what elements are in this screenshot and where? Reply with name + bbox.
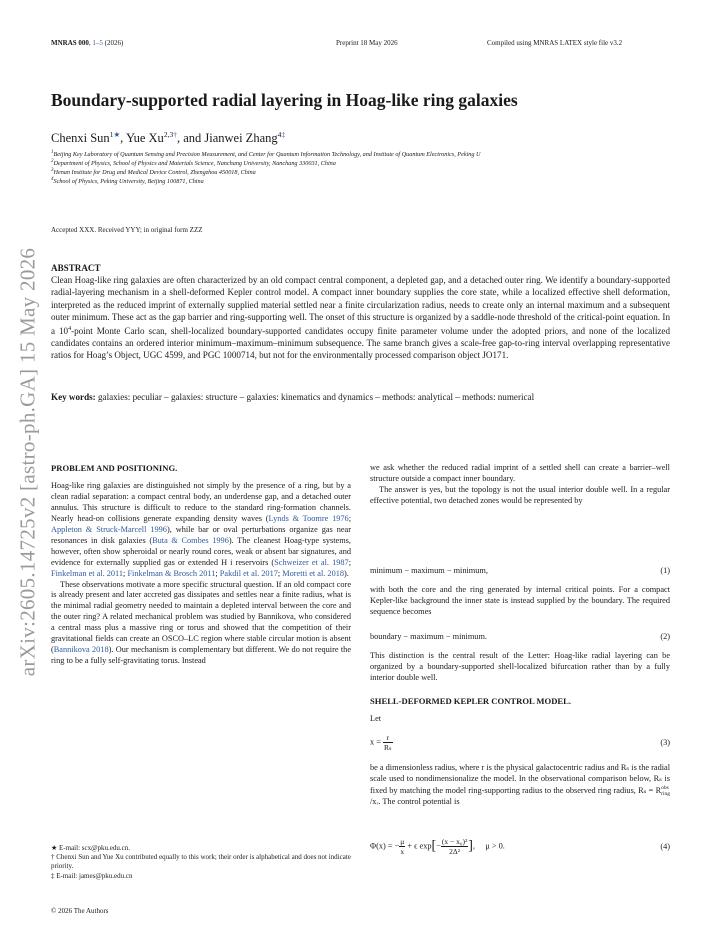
paragraph: we ask whether the reduced radial imprint of a settled shell can create a barrier–well structure outside a compact inner boundary. [370, 463, 670, 483]
affiliation: $^2$Department of Physics, School of Physics and Materials Science, Nanchang University, Nanchang 330031, China [51, 159, 336, 168]
author-name: Jianwei Zhang [204, 131, 278, 146]
equation-1: minimum − maximum − minimum, (1) [370, 566, 670, 575]
author-footnote-link[interactable]: ★ [113, 130, 121, 139]
author-name: Chenxi Sun [51, 131, 110, 146]
equation-2: boundary − maximum − minimum. (2) [370, 632, 670, 641]
arxiv-stamp: arXiv:2605.14725v2 [astro-ph.GA] 15 May 2026 [15, 247, 40, 677]
paragraph: These observations motivate a more specific structural question. If an old compact core is already present and later accreted gas dissipates and settles near a finite radius, what is the minimal radial geometry needed to maintain a depleted interval between the core and the outer ring? A related mechanical problem was studied by Bannikova, who considered a central mass plus a massive ring or torus and showed that the competition of their gravitational fields can create an OSCO–LC region where stable circular motion is absent (Bannikova 2018). Our mechanism is complementary but different. We do not require the ring to be a fully self-gravitating torus. Instead [51, 579, 351, 666]
section-heading: SHELL-DEFORMED KEPLER CONTROL MODEL. [370, 696, 572, 706]
affiliation: $^4$School of Physics, Peking University, Beijing 100871, China [51, 177, 204, 186]
footnote: ‡ E-mail: james@pku.edu.cn [51, 871, 133, 880]
citation-link[interactable]: Finkelman et al. 2011 [51, 568, 124, 578]
let-text: Let [370, 714, 382, 723]
footnotes [51, 844, 351, 881]
equation-number: (4) [660, 842, 670, 851]
citation-link[interactable]: Bannikova 2018 [53, 645, 109, 655]
left-column [51, 463, 351, 667]
author-list: Chenxi Sun$^{1★}$, Yue $Xu^{2,3\dagger}$, and Jianwei Zhang$^{4\ddagger}$ [51, 130, 286, 146]
received-line: Accepted XXX. Received YYY; in original form ZZZ [51, 226, 203, 234]
citation-link[interactable]: Finkelman & Brosch 2011 [127, 568, 216, 578]
equation-3: x = $\frac{r}{\text{Rₛ}}$ (3) [370, 733, 670, 752]
abstract-heading: ABSTRACT [51, 263, 101, 273]
copyright: © 2026 The Authors [51, 907, 109, 915]
paragraph: The answer is yes, but the topology is not the usual interior double well. In a regular effective potential, two detached zones would be represented by [370, 484, 670, 505]
preprint-date: Preprint 18 May 2026 [336, 39, 398, 47]
equation-number: (1) [660, 566, 670, 575]
citation-link[interactable]: Pakdil et al. 2017 [219, 568, 278, 578]
equation-number: (2) [660, 632, 670, 641]
keywords: Key words: galaxies: peculiar – galaxies: structure – galaxies: kinematics and dynamics – methods: analytical – methods: numerical [51, 392, 535, 402]
running-header-journal: MNRAS 000, 1–5 (2026) [51, 39, 124, 47]
footnote: ★ E-mail: scx@pku.edu.cn. [51, 844, 131, 852]
paragraph: be a dimensionless radius, where r is the physical galactocentric radius and Rₛ is the radial scale used to nondimensionalize the model. In the observational comparison below, Rₛ is fixed by matching the model ring-supporting radius to the observed ring radius, Rₛ = R obs ring /xᵣ. The control potential is [370, 763, 671, 806]
citation-link[interactable]: Schweizer et al. 1987 [274, 557, 349, 567]
citation-link[interactable]: Buta & Combes 1996 [152, 535, 229, 545]
footnote: † Chenxi Sun and Yue Xu contributed equally to this work; their order is alphabetical and does not indicate priority. [51, 853, 351, 871]
equation-4: Φ(x) = − $\frac{\mu}{x}$ + ϵ exp[− $\frac{\text{(x − x₀)²}}{\text{2Δ²}}$ ], μ > 0. (4) [370, 837, 670, 856]
pages-link[interactable]: 1–5 [92, 39, 103, 47]
paragraph: with both the core and the ring generated by internal critical points. For a compact Kepler-like background the inner state is instead supplied by the boundary. The required sequence becomes [370, 585, 670, 616]
section-heading: PROBLEM AND POSITIONING. [51, 463, 178, 473]
author-name: Yue Xu [125, 131, 164, 146]
abstract: ABSTRACT Clean Hoag-like ring galaxies are often characterized by an old compact central component, a depleted gap, and a detached outer ring. We identify a boundary-supported radial-layering mechanism in a shell-deformed Kepler control model. A compact inner boundary supplies the core state, while a localized effective shell deformation, interpreted as the reduced imprint of externally supplied material settled near a finite circularization radius, needs to create only an internal maximum and a subsequent outer minimum. These act as the gap barrier and ring-supporting well. The onset of this structure is organized by a saddle-node threshold of the critical-point equation. In a $10^4$-point Monte Carlo scan, shell-localized boundary-supported candidates occupy finite parameter volume under the adopted priors, and none of the localized candidates contains an ordered interior minimum–maximum–minimum subsequence. The same branch gives a scale-free gap-to-ring interval overlapping representative ratios for Hoag’s Object, UGC 4599, and PGC 1000714, but not for the environmentally processed comparison object JO171. [51, 263, 670, 361]
author-footnote-link[interactable]: † [173, 130, 177, 139]
right-column [370, 463, 670, 507]
paragraph: This distinction is the central result of the Letter: Hoag-like radial layering can be organized by a boundary-supported shell-localized bifurcation rather than by a fully interior double well. [370, 651, 670, 682]
author-footnote-link[interactable]: ‡ [281, 130, 286, 139]
paper-title: Boundary-supported radial layering in Hoag-like ring galaxies [51, 90, 518, 110]
citation-link[interactable]: Lynds & Toomre 1976 [268, 513, 349, 523]
affiliation: $^3$Henan Institute for Drug and Medical Device Control, Zhengzhou 450018, China [51, 168, 256, 177]
paragraph: Hoag-like ring galaxies are distinguished not simply by the presence of a ring, but by a clean radial separation: a compact central body, an underdense gap, and a detached outer annulus. This structure is difficult to reduce to the standard ring-formation channels. Nearly head-on collisions generate expanding density waves (Lynds & Toomre 1976; Appleton & Struck-Marcell 1996), while bar or oval perturbations organize gas near resonances in disk galaxies (Buta & Combes 1996). The cleanest Hoag-type systems, however, often show spheroidal or nearly round cores, weak or absent bar signatures, and evidence for externally supplied gas or extended H i reservoirs (Schweizer et al. 1987; Finkelman et al. 2011; Finkelman & Brosch 2011; Pakdil et al. 2017; Moretti et al. 2018). [51, 480, 352, 578]
affiliation: $^1$Beijing Key Laboratory of Quantum Sensing and Precision Measurement, and Center for Quantum Information Technology, and Institute of Quantum Electronics, Peking U [51, 150, 481, 159]
compiled-note: Compiled using MNRAS LATEX style file v3.2 [487, 39, 623, 47]
citation-link[interactable]: Appleton & Struck-Marcell 1996 [51, 524, 167, 534]
citation-link[interactable]: Moretti et al. 2018 [282, 568, 345, 578]
equation-number: (3) [660, 738, 670, 747]
